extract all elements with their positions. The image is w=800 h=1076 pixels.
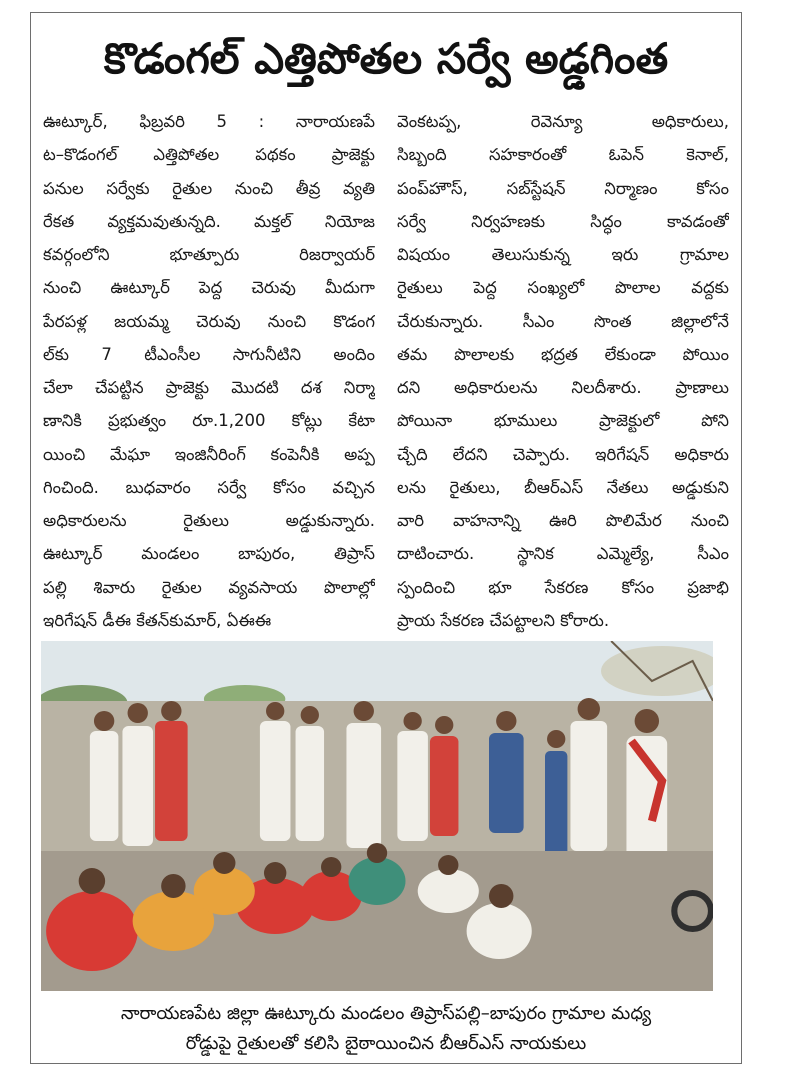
article-line: రైతులు పెద్ద సంఖ్యలో పొలాల వద్దకు: [397, 278, 729, 298]
article-line: పంప్‌హౌస్, సబ్‌స్టేషన్ నిర్మాణం కోసం: [397, 178, 729, 198]
article-line: పేరపళ్ల జయమ్మ చెరువు నుంచి కొడంగ: [43, 311, 375, 331]
newspaper-clipping: [30, 12, 742, 1064]
article-line: ణానికి ప్రభుత్వం రూ.1,200 కోట్లు కేటా: [43, 411, 375, 431]
article-line: లను రైతులు, బీఆర్‌ఎస్ నేతలు అడ్డుకుని: [397, 477, 729, 497]
article-line: చ్చేది లేదని చెప్పారు. ఇరిగేషన్ అధికారు: [397, 444, 729, 464]
news-photo: [41, 641, 713, 991]
article-line: ల్‌కు 7 టీఎంసీల సాగునీటిని అందిం: [43, 344, 375, 364]
article-line: తమ పొలాలకు భద్రత లేకుండా పోయిం: [397, 344, 729, 364]
article-line: పోయినా భూములు ప్రాజెక్టులో పోని: [397, 411, 729, 431]
photo-crowd-sitting-on-road: [41, 641, 713, 991]
article-line: ఇరిగేషన్ డీఈ కేతన్‌కుమార్, ఏఈఈ: [43, 610, 272, 630]
article-line: దాటించారు. స్థానిక ఎమ్మెల్యే, సీఎం: [397, 544, 729, 564]
article-line: ఊట్కూర్, ఫిబ్రవరి 5 : నారాయణపే: [43, 112, 375, 131]
article-line: రేకత వ్యక్తమవుతున్నది. మక్తల్ నియోజ: [43, 211, 375, 231]
article-line: చేరుకున్నారు. సీఎం సొంత జిల్లాలోనే: [397, 311, 729, 331]
headline: కొడంగల్ ఎత్తిపోతల సర్వే అడ్డగింత: [103, 34, 669, 83]
article-line: సర్వే నిర్వహణకు సిద్ధం కావడంతో: [397, 211, 729, 231]
photo-caption: [39, 999, 733, 1063]
article-line: వారి వాహనాన్ని ఊరి పొలిమేర నుంచి: [397, 511, 729, 531]
article-body: [43, 107, 729, 635]
article-line: ప్రాయ సేకరణ చేపట్టాలని కోరారు.: [397, 610, 610, 630]
article-line: కవర్గంలోని భూత్పూరు రిజర్వాయర్: [43, 245, 375, 265]
article-column-left: [43, 107, 375, 635]
article-line: స్పందించి భూ సేకరణ కోసం ప్రజాభి: [397, 577, 729, 597]
article-line: చేలా చేపట్టిన ప్రాజెక్టు మొదటి దశ నిర్మా: [43, 378, 375, 398]
article-line: ట–కొడంగల్ ఎత్తిపోతల పథకం ప్రాజెక్టు: [43, 145, 375, 165]
article-line: దని అధికారులను నిలదీశారు. ప్రాణాలు: [397, 378, 729, 398]
article-line: పనుల సర్వేకు రైతుల నుంచి తీవ్ర వ్యతి: [43, 178, 375, 198]
article-line: యించి మేఘా ఇంజినీరింగ్ కంపెనీకి అప్ప: [43, 444, 375, 464]
article-line: పల్లి శివారు రైతుల వ్యవసాయ పొలాల్లో: [43, 577, 375, 597]
caption-line-1: నారాయణపేట జిల్లా ఊట్కూరు మండలం తిప్రాస్‌పల్లి–బాపురం గ్రామాల మధ్య: [120, 1003, 652, 1024]
article-line: విషయం తెలుసుకున్న ఇరు గ్రామాల: [397, 245, 729, 265]
article-line: నుంచి ఊట్కూర్ పెద్ద చెరువు మీదుగా: [43, 278, 375, 298]
article-line: ఊట్కూర్ మండలం బాపురం, తిప్రాస్: [43, 544, 375, 564]
article-line: అధికారులను రైతులు అడ్డుకున్నారు.: [43, 511, 375, 531]
article-line: వెంకటప్ప, రెవెన్యూ అధికారులు,: [397, 112, 729, 131]
caption-line-2: రోడ్డుపై రైతులతో కలిసి బైఠాయించిన బీఆర్‌ఎస్ నాయకులు: [185, 1033, 587, 1054]
article-line: సిబ్బంది సహకారంతో ఓపెన్ కెనాల్,: [397, 145, 729, 165]
article-column-right: [397, 107, 729, 635]
article-line: గించింది. బుధవారం సర్వే కోసం వచ్చిన: [43, 477, 375, 497]
